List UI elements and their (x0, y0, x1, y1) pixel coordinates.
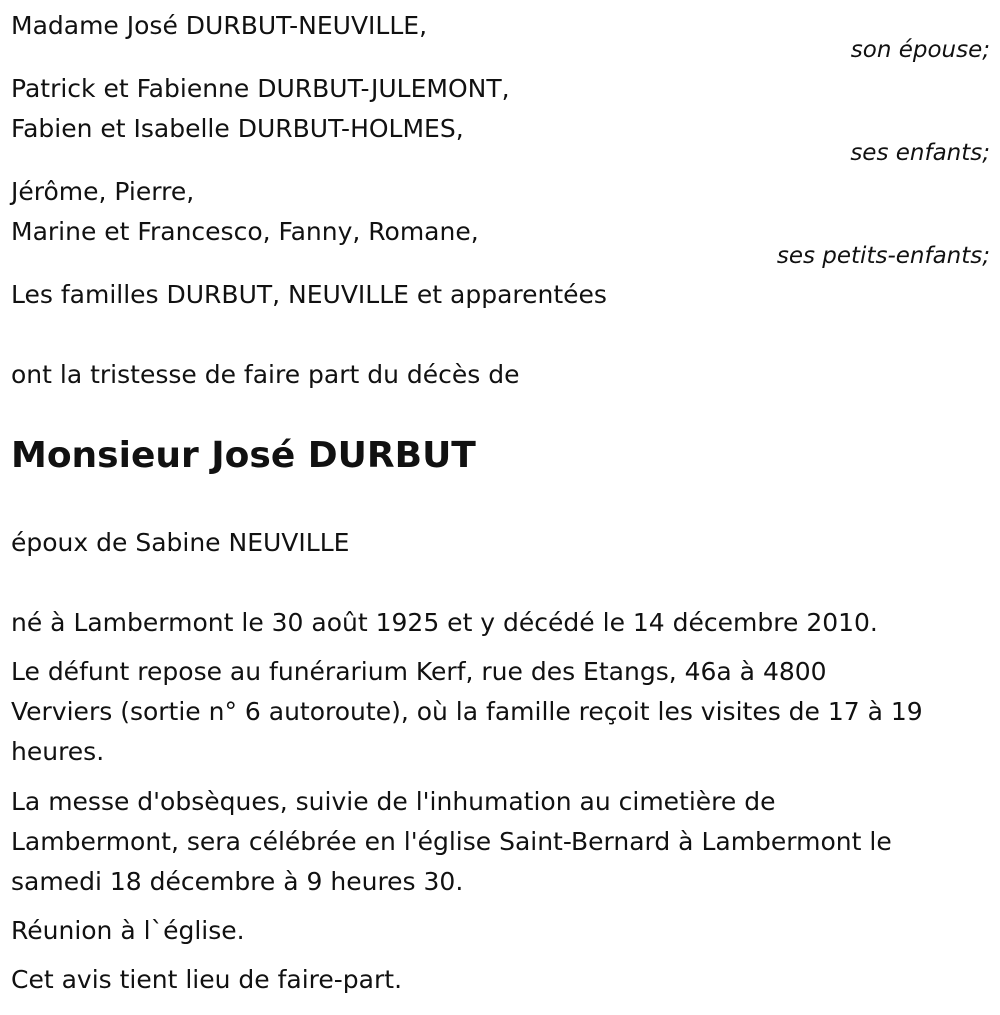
repose-line-2: Verviers (sortie n° 6 autoroute), où la famille reçoit les visites de 17 à 19 (11, 697, 923, 726)
announcement-text: ont la tristesse de faire part du décès de (11, 360, 520, 389)
mass-line-3: samedi 18 décembre à 9 heures 30. (11, 867, 464, 896)
spouse-line: Madame José DURBUT-NEUVILLE, (11, 11, 428, 40)
meeting-text: Réunion à l`église. (11, 916, 245, 945)
children-line-1: Patrick et Fabienne DURBUT-JULEMONT, (11, 74, 510, 103)
grandchildren-role: ses petits-enfants; (776, 243, 990, 269)
repose-line-3: heures. (11, 737, 105, 766)
children-role: ses enfants; (850, 140, 990, 166)
spouse-role: son épouse; (850, 37, 990, 63)
mass-line-1: La messe d'obsèques, suivie de l'inhumation au cimetière de (11, 787, 776, 816)
birth-death-text: né à Lambermont le 30 août 1925 et y décédé le 14 décembre 2010. (11, 608, 878, 637)
children-line-2: Fabien et Isabelle DURBUT-HOLMES, (11, 114, 464, 143)
grandchildren-line-1: Jérôme, Pierre, (11, 177, 195, 206)
spouse-of-text: époux de Sabine NEUVILLE (11, 528, 350, 557)
notice-text: Cet avis tient lieu de faire-part. (11, 965, 403, 994)
repose-line-1: Le défunt repose au funérarium Kerf, rue des Etangs, 46a à 4800 (11, 657, 827, 686)
families-line: Les familles DURBUT, NEUVILLE et apparentées (11, 280, 607, 309)
grandchildren-line-2: Marine et Francesco, Fanny, Romane, (11, 217, 479, 246)
mass-line-2: Lambermont, sera célébrée en l'église Saint-Bernard à Lambermont le (11, 827, 892, 856)
deceased-name: Monsieur José DURBUT (11, 435, 476, 476)
